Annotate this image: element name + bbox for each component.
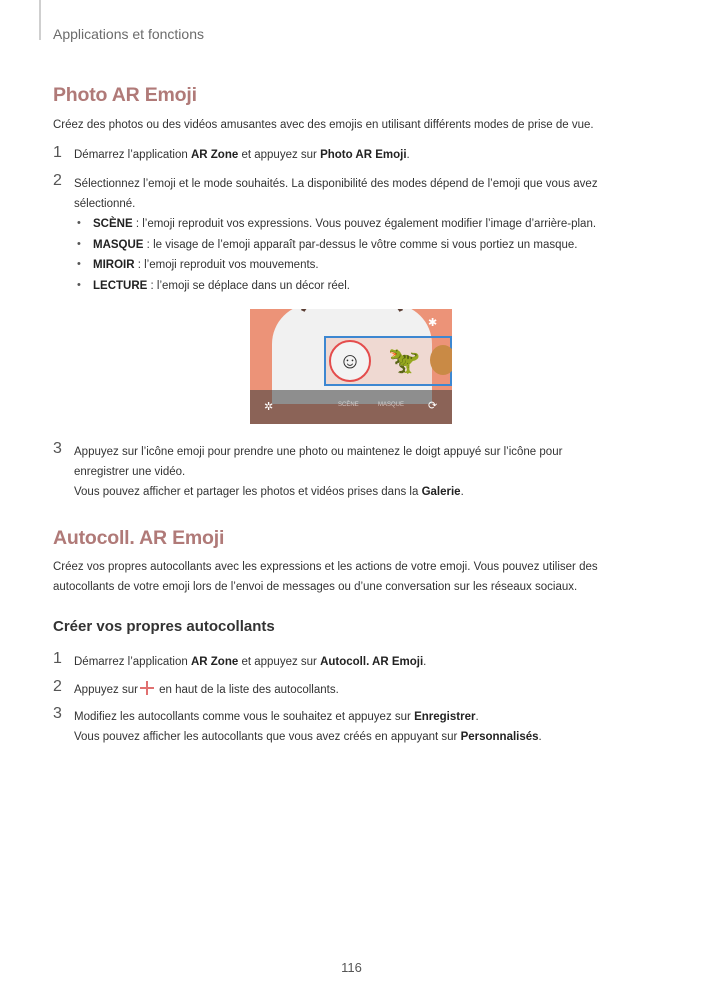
- switch-camera-icon[interactable]: ⟳: [428, 400, 438, 412]
- bullet-marker: •: [77, 238, 81, 250]
- emoji-avatar[interactable]: ☺: [329, 340, 371, 382]
- section-title-stickers: Autocoll. AR Emoji: [53, 527, 225, 549]
- section-title-photo: Photo AR Emoji: [53, 84, 197, 106]
- sticker-step-1: Démarrez l’application AR Zone et appuyez sur Autocoll. AR Emoji.: [74, 656, 427, 668]
- step-number: 3: [53, 705, 62, 722]
- dino-emoji[interactable]: 🦖: [388, 345, 421, 375]
- sticker-step-2: Appuyez sur en haut de la liste des autocollants.: [74, 680, 654, 700]
- figure-icon[interactable]: ✱: [428, 317, 438, 329]
- mode-bullet: LECTURE : l’emoji se déplace dans un décor réel.: [93, 280, 350, 292]
- bullet-marker: •: [77, 258, 81, 270]
- page-number: 116: [341, 960, 362, 975]
- bullet-marker: •: [77, 217, 81, 229]
- sticker-step-3: Modifiez les autocollants comme vous le souhaitez et appuyez sur Enregistrer. Vous pouvez afficher les autocollants que vous avez créés en appuyant sur Personnalisés.: [74, 711, 542, 743]
- step-number: 1: [53, 144, 62, 161]
- camera-bottom-bar: [250, 390, 452, 424]
- step-number: 3: [53, 440, 62, 457]
- photo-step-3: Appuyez sur l’icône emoji pour prendre une photo ou maintenez le doigt appuyé sur l’icône pour enregistrer une vidéo. Vous pouvez afficher et partager les photos et vidéos prises dans la Galerie.: [74, 446, 563, 498]
- owl-emoji[interactable]: [430, 345, 452, 375]
- stickers-intro: Créez vos propres autocollants avec les expressions et les actions de votre emoji. Vous pouvez utiliser des autocollants de votre emoji lors de l’envoi de messages ou d’une conversation sur les réseaux sociaux.: [53, 561, 598, 593]
- step-number: 1: [53, 650, 62, 667]
- header-title: Applications et fonctions: [53, 26, 204, 42]
- mode-bullet: MASQUE : le visage de l’emoji apparaît par-dessus le vôtre comme si vous portiez un masque.: [93, 239, 578, 251]
- mode-label-scene[interactable]: SCÈNE: [338, 402, 359, 408]
- header-rule: [39, 0, 41, 40]
- effects-icon[interactable]: ✲: [264, 401, 274, 413]
- photo-step-1: Démarrez l’application AR Zone et appuyez sur Photo AR Emoji.: [74, 149, 410, 161]
- photo-intro: Créez des photos ou des vidéos amusantes avec des emojis en utilisant différents modes de prise de vue.: [53, 119, 594, 131]
- photo-step-2: Sélectionnez l’emoji et le mode souhaités. La disponibilité des modes dépend de l’emoji que vous avez sélectionné.: [74, 178, 598, 210]
- mode-bullet: MIROIR : l’emoji reproduit vos mouvements.: [93, 259, 319, 271]
- mode-bullet: SCÈNE : l’emoji reproduit vos expressions. Vous pouvez également modifier l’image d’arrière-plan.: [93, 218, 597, 230]
- subsection-title: Créer vos propres autocollants: [53, 618, 275, 635]
- bullet-marker: •: [77, 279, 81, 291]
- add-icon: [140, 681, 154, 695]
- mode-label-mask[interactable]: MASQUE: [378, 402, 405, 408]
- step-number: 2: [53, 678, 62, 695]
- ar-emoji-screenshot: [250, 309, 452, 424]
- step-number: 2: [53, 172, 62, 189]
